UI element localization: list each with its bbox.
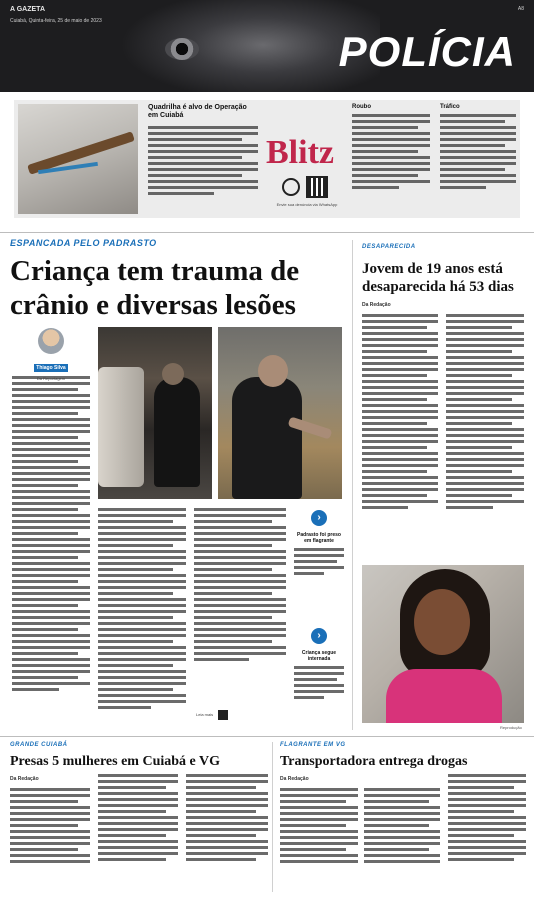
author-box [12, 328, 90, 381]
side-note-1-text: Padrasto foi preso em flagrante [297, 532, 341, 544]
header-eye-photo [165, 38, 199, 60]
qr-code-icon [306, 176, 328, 198]
right-body-column-1 [362, 314, 438, 512]
section-header [0, 0, 534, 92]
section-divider [0, 232, 534, 233]
photo-man-head [258, 355, 288, 387]
photo-car [98, 367, 144, 487]
main-body-column-1 [12, 376, 90, 694]
bottom-right-column-2 [364, 788, 440, 866]
bottom-divider [0, 736, 534, 737]
main-kicker: ESPANCADA PELO PADRASTO [10, 238, 157, 248]
bottom-left-kicker: GRANDE CUIABÁ [10, 742, 68, 748]
teaser-band [14, 100, 520, 218]
bottom-right-column-3 [448, 774, 526, 864]
info-icon: › [311, 628, 327, 644]
main-photo-2 [218, 327, 342, 499]
bottom-right-kicker: FLAGRANTE EM VG [280, 742, 346, 748]
bottom-left-headline: Presas 5 mulheres em Cuiabá e VG [10, 754, 220, 769]
teaser-column-3 [352, 104, 430, 192]
photo-credit: Reprodução [500, 725, 522, 730]
main-body-column-3 [194, 508, 286, 664]
section-title: POLÍCIA [338, 28, 516, 75]
teaser-text-1 [148, 126, 258, 195]
main-headline: Criança tem trauma de crânio e diversas lesões [10, 255, 300, 321]
right-kicker: DESAPARECIDA [362, 244, 416, 250]
bottom-left-byline: Da Redação [10, 776, 39, 782]
photo-face [414, 589, 470, 655]
page-number: A8 [517, 6, 524, 12]
side-note-1 [294, 510, 344, 578]
teaser-photo [18, 104, 138, 214]
teaser-photo-rifle [27, 131, 135, 175]
teaser-text-3 [352, 114, 430, 189]
photo-man [232, 377, 302, 499]
bottom-left-column-3 [186, 774, 268, 864]
bottom-left-column-2 [98, 774, 178, 864]
side-note-2 [294, 628, 344, 702]
photo-person-head [162, 363, 184, 385]
column-divider [352, 240, 353, 730]
teaser-label-3: Roubo [352, 104, 371, 110]
teaser-column-4 [440, 104, 516, 192]
info-icon: › [311, 510, 327, 526]
side-note-2-text: Criança segue internada [301, 650, 337, 662]
author-avatar [38, 328, 64, 354]
bottom-right-byline: Da Redação [280, 776, 309, 782]
qr-code-icon [218, 710, 228, 720]
missing-person-photo [362, 565, 524, 723]
photo-person [154, 377, 200, 487]
teaser-headline-1: Quadrilha é alvo de Operação em Cuiabá [148, 104, 247, 119]
main-photo-1 [98, 327, 212, 499]
newspaper-brand: A GAZETA [10, 6, 45, 13]
teaser-label-4: Tráfico [440, 104, 460, 110]
photo-top [386, 669, 502, 723]
bottom-column-divider [272, 742, 273, 892]
whatsapp-icon [282, 178, 300, 196]
bottom-right-column-1 [280, 788, 358, 866]
dateline: Cuiabá, Quinta-feira, 25 de maio de 2023 [10, 18, 102, 24]
footer-note-text: Leia mais [196, 712, 214, 718]
whatsapp-caption: Envie sua denúncia via WhatsApp [276, 202, 338, 207]
teaser-text-4 [440, 114, 516, 189]
bottom-left-column-1 [10, 788, 90, 866]
right-headline: Jovem de 19 anos está desaparecida há 53 dias [362, 261, 514, 295]
teaser-column-1 [148, 104, 258, 198]
blitz-logo: Blitz [266, 134, 334, 171]
main-footer-note [196, 710, 262, 720]
bottom-right-headline: Transportadora entrega drogas [280, 754, 468, 769]
right-byline: Da Redação [362, 302, 391, 308]
author-name: Thiago Silva [36, 365, 66, 371]
right-body-column-2 [446, 314, 524, 512]
main-body-column-2 [98, 508, 186, 712]
